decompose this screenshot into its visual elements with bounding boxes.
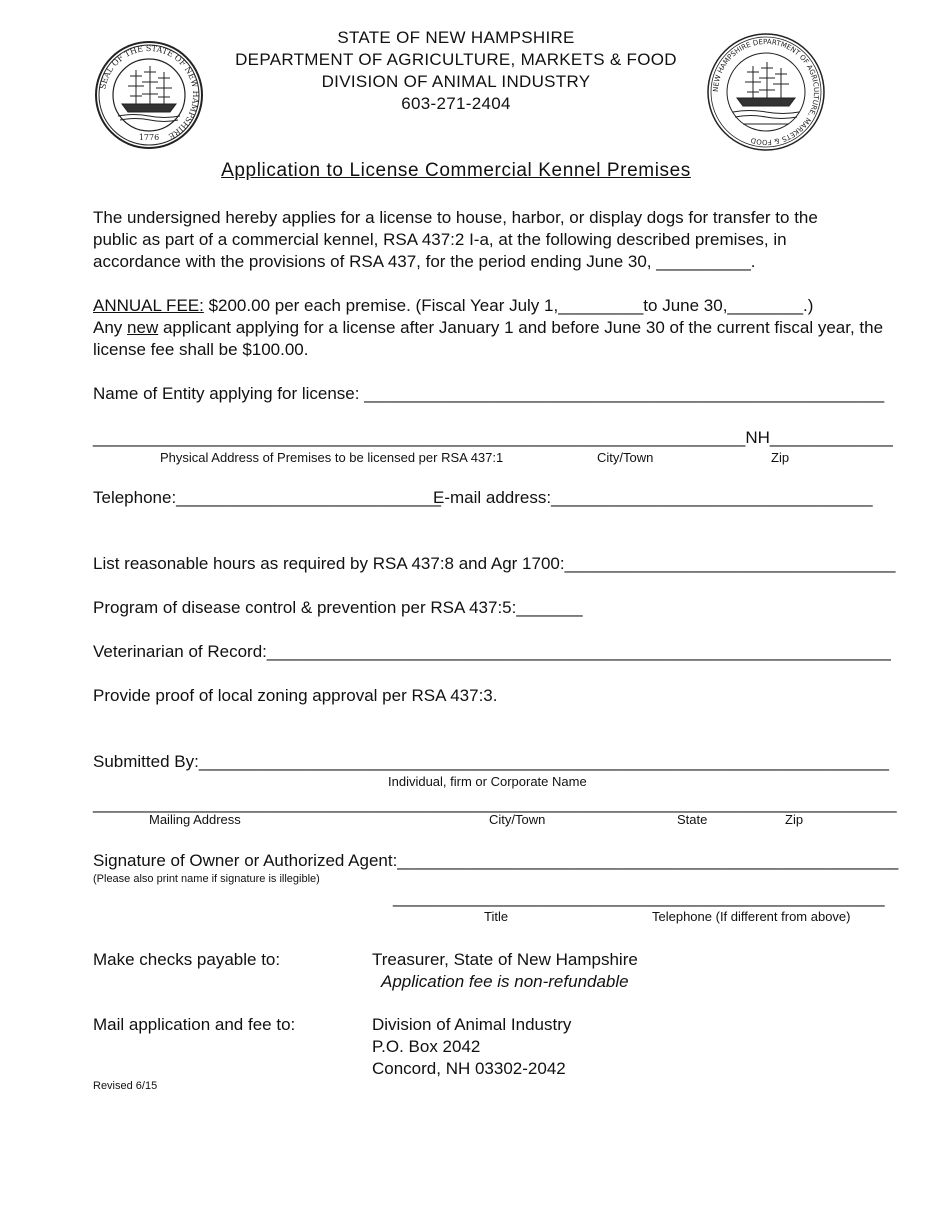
disease-control-field[interactable]: Program of disease control & prevention per RSA 437:5:_______ (93, 598, 583, 617)
mail-label: Mail application and fee to: (93, 1015, 296, 1034)
intro-paragraph: The undersigned hereby applies for a license to house, harbor, or display dogs for transfer to the public as part of a commercial kennel, RSA 437:2 I-a, at the following described premises, in accordance with the provisions of RSA 437, for the period ending June 30, __________. (93, 208, 818, 271)
signature-field[interactable]: Signature of Owner or Authorized Agent:_____________________________________________________ (93, 851, 899, 870)
ship-icon (118, 66, 180, 122)
left-seal-text: SEAL OF THE STATE OF NEW HAMPSHIRE (98, 43, 201, 141)
annual-fee-label: ANNUAL FEE: (93, 296, 204, 315)
telephone-field[interactable]: Telephone:____________________________ (93, 488, 441, 507)
mailing-state-caption: State (677, 812, 708, 827)
new-applicant-line: Any new applicant applying for a license after January 1 and before June 30 of the current fiscal year, the (93, 318, 884, 337)
checks-label: Make checks payable to: (93, 950, 281, 969)
submitted-by-field[interactable]: Submitted By:_________________________________________________________________________ (93, 752, 890, 771)
physical-address-field[interactable]: _____________________________________________________________________NH_____________ (93, 428, 893, 447)
signature-note: (Please also print name if signature is illegible) (93, 873, 320, 885)
header-department: DEPARTMENT OF AGRICULTURE, MARKETS & FOOD (235, 50, 677, 69)
header-phone: 603-271-2404 (401, 94, 511, 113)
city-caption: City/Town (597, 450, 654, 465)
right-seal-text: NEW HAMPSHIRE DEPARTMENT OF AGRICULTURE, MARKETS & FOOD (711, 37, 821, 147)
state-seal-image (94, 40, 204, 150)
department-seal-image (703, 32, 829, 152)
nonrefundable-note: Application fee is non-refundable (381, 972, 629, 991)
mail-address-line2: P.O. Box 2042 (372, 1037, 481, 1056)
mail-address-line3: Concord, NH 03302-2042 (372, 1059, 566, 1078)
submitted-caption: Individual, firm or Corporate Name (388, 774, 587, 789)
veterinarian-field[interactable]: Veterinarian of Record:__________________________________________________________________ (93, 642, 891, 661)
reduced-fee-line: license fee shall be $100.00. (93, 340, 309, 359)
mailing-caption: Mailing Address (149, 812, 241, 827)
title-caption: Title (484, 909, 509, 924)
address-caption: Physical Address of Premises to be licensed per RSA 437:1 (160, 450, 504, 465)
annual-fee-line: ANNUAL FEE: $200.00 per each premise. (Fiscal Year July 1,_________to June 30,________.) (93, 296, 814, 315)
form-title: Application to License Commercial Kennel Premises (221, 160, 691, 181)
mailing-city-caption: City/Town (489, 812, 546, 827)
mailing-zip-caption: Zip (785, 812, 804, 827)
mailing-address-field[interactable]: _____________________________________________________________________________________ (93, 794, 897, 813)
zoning-note: Provide proof of local zoning approval per RSA 437:3. (93, 686, 498, 705)
checks-payee: Treasurer, State of New Hampshire (372, 950, 638, 969)
header-state: STATE OF NEW HAMPSHIRE (337, 28, 575, 47)
revised-date: Revised 6/15 (93, 1080, 158, 1092)
left-seal-year: 1776 (138, 133, 160, 142)
ship-icon (733, 62, 799, 124)
header-division: DIVISION OF ANIMAL INDUSTRY (321, 72, 591, 91)
zip-caption: Zip (771, 450, 790, 465)
mail-address-line1: Division of Animal Industry (372, 1015, 572, 1034)
email-field[interactable]: E-mail address:__________________________________ (433, 488, 873, 507)
entity-name-field[interactable]: Name of Entity applying for license: _______________________________________________________ (93, 384, 885, 403)
title-phone-field[interactable]: ____________________________________________________ (393, 888, 885, 907)
hours-field[interactable]: List reasonable hours as required by RSA 437:8 and Agr 1700:___________________________________ (93, 554, 896, 573)
phone-caption: Telephone (If different from above) (652, 909, 851, 924)
